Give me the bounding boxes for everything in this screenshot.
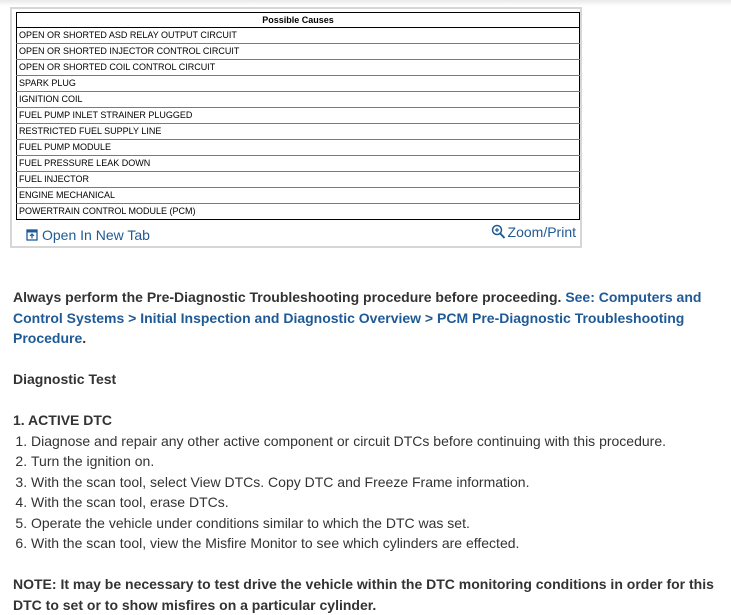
cause-cell: IGNITION COIL (17, 92, 580, 108)
open-in-new-tab-label: Open In New Tab (42, 227, 150, 243)
cause-cell: SPARK PLUG (17, 76, 580, 92)
spacer (13, 349, 725, 370)
list-item: 3. With the scan tool, select View DTCs. Copy DTC and Freeze Frame information. (31, 472, 725, 493)
intro-paragraph (13, 287, 725, 349)
intro-trailing: . (82, 330, 87, 346)
note-paragraph: NOTE: It may be necessary to test drive the vehicle within the DTC monitoring conditions in order for this DTC to set or to show misfires on a particular cylinder. (13, 576, 714, 613)
list-item: 1. Diagnose and repair any other active component or circuit DTCs before continuing with this procedure. (31, 431, 725, 452)
cause-cell: POWERTRAIN CONTROL MODULE (PCM) (17, 204, 580, 220)
table-row (17, 60, 580, 76)
cause-cell: FUEL PUMP MODULE (17, 140, 580, 156)
table-row (17, 92, 580, 108)
table-row (17, 140, 580, 156)
pre-diagnostic-procedure-link[interactable]: See: Computers and Control Systems > Initial Inspection and Diagnostic Overview > PCM Pre-Diagnostic Troubleshooting Procedure (13, 289, 702, 346)
cause-cell: RESTRICTED FUEL SUPPLY LINE (17, 124, 580, 140)
open-in-new-tab-link[interactable] (26, 227, 150, 243)
top-strip (0, 0, 731, 6)
list-item: 6. With the scan tool, view the Misfire Monitor to see which cylinders are effected. (31, 533, 725, 554)
table-row (17, 204, 580, 220)
list-item: 2. Turn the ignition on. (31, 451, 725, 472)
possible-causes-figure (10, 7, 582, 248)
cause-cell: OPEN OR SHORTED INJECTOR CONTROL CIRCUIT (17, 44, 580, 60)
list-item: 5. Operate the vehicle under conditions similar to which the DTC was set. (31, 513, 725, 534)
step-list (13, 431, 725, 554)
cause-cell: FUEL INJECTOR (17, 172, 580, 188)
table-row (17, 108, 580, 124)
cause-cell: FUEL PRESSURE LEAK DOWN (17, 156, 580, 172)
cause-cell: ENGINE MECHANICAL (17, 188, 580, 204)
open-new-tab-icon (26, 229, 38, 241)
table-row (17, 28, 580, 44)
cause-cell: FUEL PUMP INLET STRAINER PLUGGED (17, 108, 580, 124)
cause-cell: OPEN OR SHORTED COIL CONTROL CIRCUIT (17, 60, 580, 76)
spacer (13, 554, 725, 575)
spacer (13, 390, 725, 411)
zoom-print-label: Zoom/Print (507, 224, 576, 240)
intro-text: Always perform the Pre-Diagnostic Troubleshooting procedure before proceeding. (13, 289, 566, 305)
table-row (17, 76, 580, 92)
table-header: Possible Causes (17, 13, 580, 28)
step-heading: 1. ACTIVE DTC (13, 412, 113, 428)
table-row (17, 156, 580, 172)
list-item: 4. With the scan tool, erase DTCs. (31, 492, 725, 513)
cause-cell: OPEN OR SHORTED ASD RELAY OUTPUT CIRCUIT (17, 28, 580, 44)
zoom-print-link[interactable] (491, 224, 576, 240)
table-row (17, 124, 580, 140)
table-row (17, 188, 580, 204)
table-row (17, 172, 580, 188)
table-row (17, 44, 580, 60)
magnifier-icon (491, 224, 506, 240)
procedure-content (13, 287, 725, 615)
diagnostic-test-heading: Diagnostic Test (13, 371, 117, 387)
possible-causes-table (16, 12, 580, 220)
